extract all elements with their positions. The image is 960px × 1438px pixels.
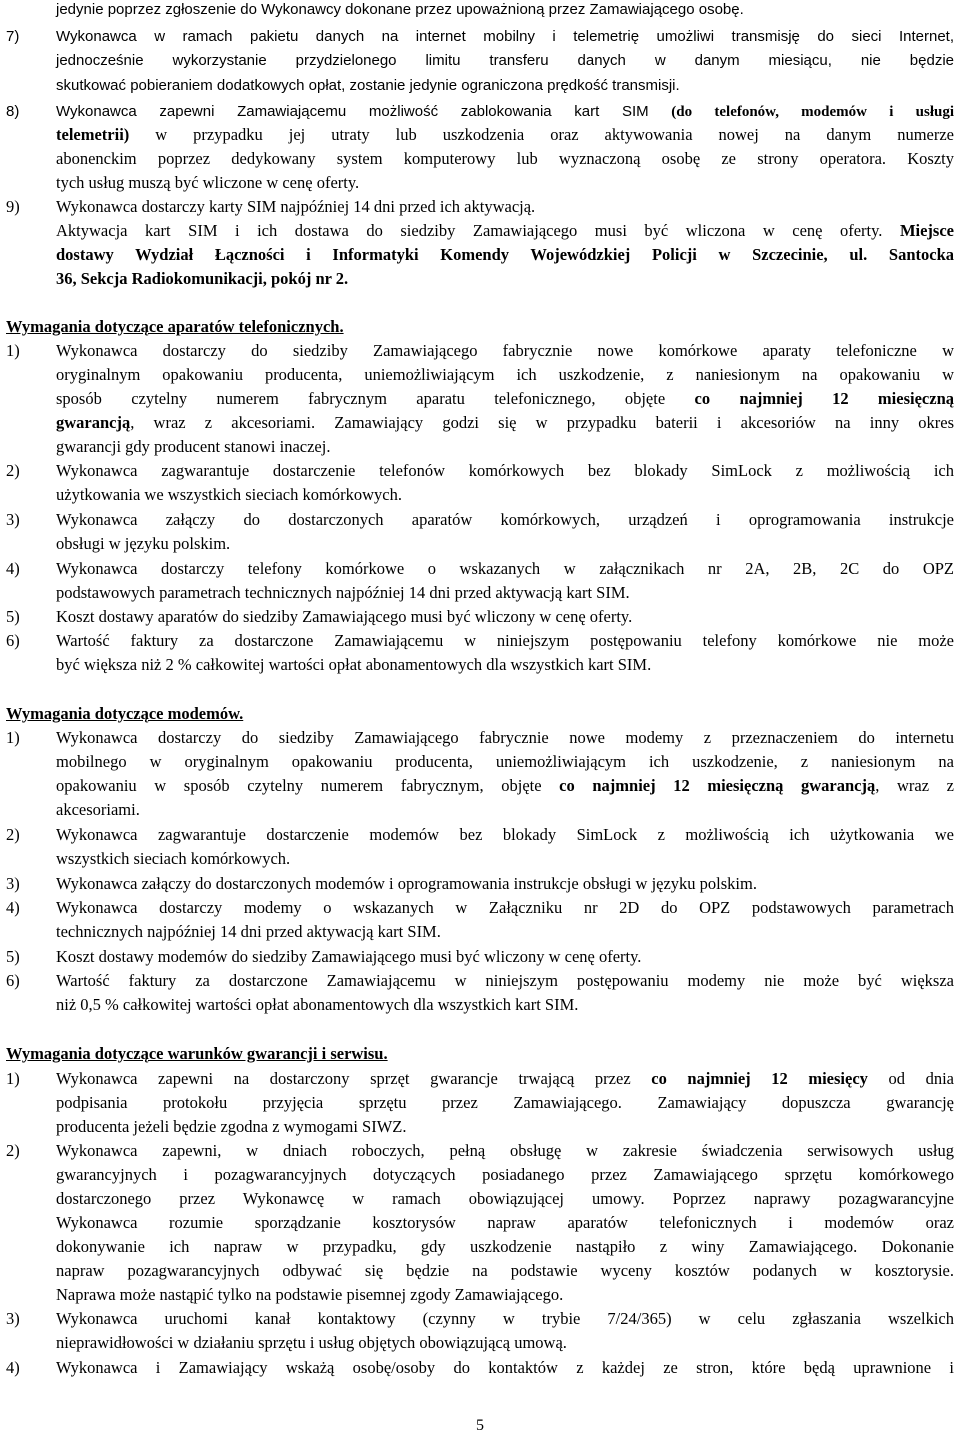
list-number: 9) [6, 197, 20, 216]
text-line: Wykonawca dostarczy telefony komórkowe o wskazanych w załącznikach nr 2A, 2B, 2C do OPZ [56, 559, 954, 578]
text-line: mobilnego w oryginalnym opakowaniu producenta, uniemożliwiającym ich uszkodzenie, z naniesionym na [56, 752, 954, 771]
text-line [56, 1068, 954, 1090]
text-line: dostarczonego przez Wykonawcę w ramach obowiązującej umowy. Poprzez naprawy pozagwarancyjne [56, 1189, 954, 1208]
text-line: wszystkich sieciach komórkowych. [56, 849, 291, 868]
section-heading-warranty: Wymagania dotyczące warunków gwarancji i serwisu. [6, 1044, 388, 1063]
bold-span: telemetrii) [56, 125, 130, 144]
text-span: w przypadku jej utraty lub uszkodzenia oraz aktywowania nowej na danym numerze [129, 125, 954, 144]
text-line [56, 388, 954, 410]
text-line: Wykonawca w ramach pakietu danych na internet mobilny i telemetrię umożliwi transmisję do sieci Internet, [56, 28, 954, 45]
list-number: 3) [6, 874, 20, 893]
bold-span: co najmniej 12 miesięczną gwarancją [559, 776, 876, 795]
text-span: od dnia [867, 1069, 954, 1088]
text-span: Wykonawca zapewni na dostarczony sprzęt gwarancje trwającą przez [56, 1069, 652, 1088]
text-span: sposób czytelny numerem fabrycznym aparatu telefonicznego, objęte [56, 389, 695, 408]
text-line: producenta jeżeli będzie zgodna z wymogami SIWZ. [56, 1117, 407, 1136]
bold-span: (do telefonów, modemów i usługi [671, 104, 954, 120]
text-line: obsługi w języku polskim. [56, 534, 231, 553]
text-line: Wykonawca uruchomi kanał kontaktowy (czynny w trybie 7/24/365) w celu zgłaszania wszelkich [56, 1309, 954, 1328]
text-line: podstawowych parametrach technicznych najpóźniej 14 dni przed aktywacją kart SIM. [56, 583, 630, 602]
list-number: 6) [6, 971, 20, 990]
text-line: Wartość faktury za dostarczone Zamawiającemu w niniejszym postępowaniu telefony komórkowe nie może [56, 631, 954, 650]
list-number: 5) [6, 607, 20, 626]
list-number: 2) [6, 825, 20, 844]
text-line: skutkować pobieraniem dodatkowych opłat, zostanie jedynie ograniczona prędkość transmisji. [56, 77, 680, 94]
section-heading-modems: Wymagania dotyczące modemów. [6, 704, 244, 723]
bold-span: Miejsce [899, 221, 954, 240]
text-line: podpisania protokołu przyjęcia sprzętu przez Zamawiającego. Zamawiający dopuszcza gwarancję [56, 1093, 954, 1112]
text-span: Aktywacja kart SIM i ich dostawa do siedziby Zamawiającego musi być wliczona w cenę oferty. [56, 221, 900, 240]
list-number: 1) [6, 1069, 20, 1088]
text-line: abonenckim poprzez dedykowany system komputerowy lub wyznaczoną osobę ze strony operatora. Koszty [56, 149, 954, 168]
text-line [56, 412, 954, 434]
page-number: 5 [476, 1417, 484, 1434]
list-number: 4) [6, 559, 20, 578]
text-line [56, 775, 954, 797]
list-number: 3) [6, 510, 20, 529]
text-line: niż 0,5 % całkowitej wartości opłat abonamentowych dla wszystkich kart SIM. [56, 995, 579, 1014]
text-span: opakowaniu w sposób czytelny numerem fabrycznym, objęte [56, 776, 560, 795]
text-line: oryginalnym opakowaniu producenta, uniemożliwiającym ich uszkodzenie, z naniesionym na opakowaniu w [56, 365, 954, 384]
section-heading-phones: Wymagania dotyczące aparatów telefonicznych. [6, 317, 344, 336]
text-line: Wykonawca i Zamawiający wskażą osobę/osoby do kontaktów z każdej ze stron, które będą uprawnione i [56, 1358, 954, 1377]
text-span: , wraz z [875, 776, 954, 795]
text-line: Naprawa może nastąpić tylko na podstawie pisemnej zgody Zamawiającego. [56, 1285, 564, 1304]
list-number: 2) [6, 461, 20, 480]
text-line: być większa niż 2 % całkowitej wartości opłat abonamentowych dla wszystkich kart SIM. [56, 655, 652, 674]
list-number: 7) [6, 28, 20, 45]
text-line: Wykonawca dostarczy modemy o wskazanych w Załączniku nr 2D do OPZ podstawowych parametrach [56, 898, 954, 917]
list-number: 1) [6, 728, 20, 747]
text-line: gwarancyjnych i pozagwarancyjnych dotyczących posiadanego przez Zamawiającego sprzętu komórkowego [56, 1165, 954, 1184]
text-line: Wykonawca dostarczy karty SIM najpóźniej 14 dni przed ich aktywacją. [56, 197, 536, 216]
text-line: nieprawidłowości w działaniu sprzętu i usług objętych obowiązującą umową. [56, 1333, 567, 1352]
text-line [56, 124, 954, 146]
text-line: Wykonawca załączy do dostarczonych modemów i oprogramowania instrukcje obsługi w języku polskim. [56, 874, 757, 893]
text-line: Wykonawca dostarczy do siedziby Zamawiającego fabrycznie nowe modemy z przeznaczeniem do internetu [56, 728, 954, 747]
text-line: dostawy Wydział Łączności i Informatyki Komendy Wojewódzkiej Policji w Szczecinie, ul. Santocka [56, 245, 954, 264]
text-line: Wykonawca dostarczy do siedziby Zamawiającego fabrycznie nowe komórkowe aparaty telefoniczne w [56, 341, 954, 360]
text-line [56, 220, 954, 242]
text-line: Wykonawca zagwarantuje dostarczenie telefonów komórkowych bez blokady SimLock z możliwością ich [56, 461, 954, 480]
text-line: Koszt dostawy aparatów do siedziby Zamawiającego musi być wliczony w cenę oferty. [56, 607, 633, 626]
text-line: technicznych najpóźniej 14 dni przed aktywacją kart SIM. [56, 922, 441, 941]
text-line: Wykonawca zagwarantuje dostarczenie modemów bez blokady SimLock z możliwością ich użytkowania we [56, 825, 954, 844]
text-line: Koszt dostawy modemów do siedziby Zamawiającego musi być wliczony w cenę oferty. [56, 947, 642, 966]
list-number: 8) [6, 103, 20, 120]
text-line: jednocześnie wykorzystanie przydzielonego limitu transferu danych w danym miesiącu, nie będzie [56, 52, 954, 69]
text-line: napraw pozagwarancyjnych odbywać się będzie na podstawie wyceny kosztów podanych w kosztorysie. [56, 1261, 954, 1280]
bold-span: co najmniej 12 miesięczną [694, 389, 954, 408]
text-line [56, 101, 954, 123]
text-line: użytkowania we wszystkich sieciach komórkowych. [56, 485, 402, 504]
list-number: 3) [6, 1309, 20, 1328]
text-line: akcesoriami. [56, 800, 140, 819]
text-line: dokonywanie ich napraw w przypadku, gdy uszkodzenie nastąpiło z winy Zamawiającego. Dokonanie [56, 1237, 954, 1256]
text-span: Wykonawca zapewni Zamawiającemu możliwość zablokowania kart SIM [56, 103, 672, 120]
text-line: 36, Sekcja Radiokomunikacji, pokój nr 2. [56, 269, 349, 288]
text-line: gwarancji gdy producent stanowi inaczej. [56, 437, 331, 456]
bold-span: co najmniej 12 miesięcy [651, 1069, 868, 1088]
bold-span: gwarancją [56, 413, 131, 432]
text-line: tych usług muszą być wliczone w cenę oferty. [56, 173, 360, 192]
list-number: 6) [6, 631, 20, 650]
list-number: 5) [6, 947, 20, 966]
list-number: 4) [6, 898, 20, 917]
text-line: Wartość faktury za dostarczone Zamawiającemu w niniejszym postępowaniu modemy nie może być większa [56, 971, 954, 990]
text-span: , wraz z akcesoriami. Zamawiający godzi się w przypadku baterii i akcesoriów na inny okres [130, 413, 954, 432]
text-line: Wykonawca rozumie sporządzanie kosztorysów napraw aparatów telefonicznych i modemów oraz [56, 1213, 954, 1232]
list-number: 4) [6, 1358, 20, 1377]
text-line: Wykonawca załączy do dostarczonych aparatów komórkowych, urządzeń i oprogramowania instrukcje [56, 510, 954, 529]
list-number: 2) [6, 1141, 20, 1160]
list-number: 1) [6, 341, 20, 360]
text-line: jedynie poprzez zgłoszenie do Wykonawcy dokonane przez upoważnioną przez Zamawiającego osobę. [56, 1, 744, 18]
text-line: Wykonawca zapewni, w dniach roboczych, pełną obsługę w zakresie świadczenia serwisowych usług [56, 1141, 954, 1160]
